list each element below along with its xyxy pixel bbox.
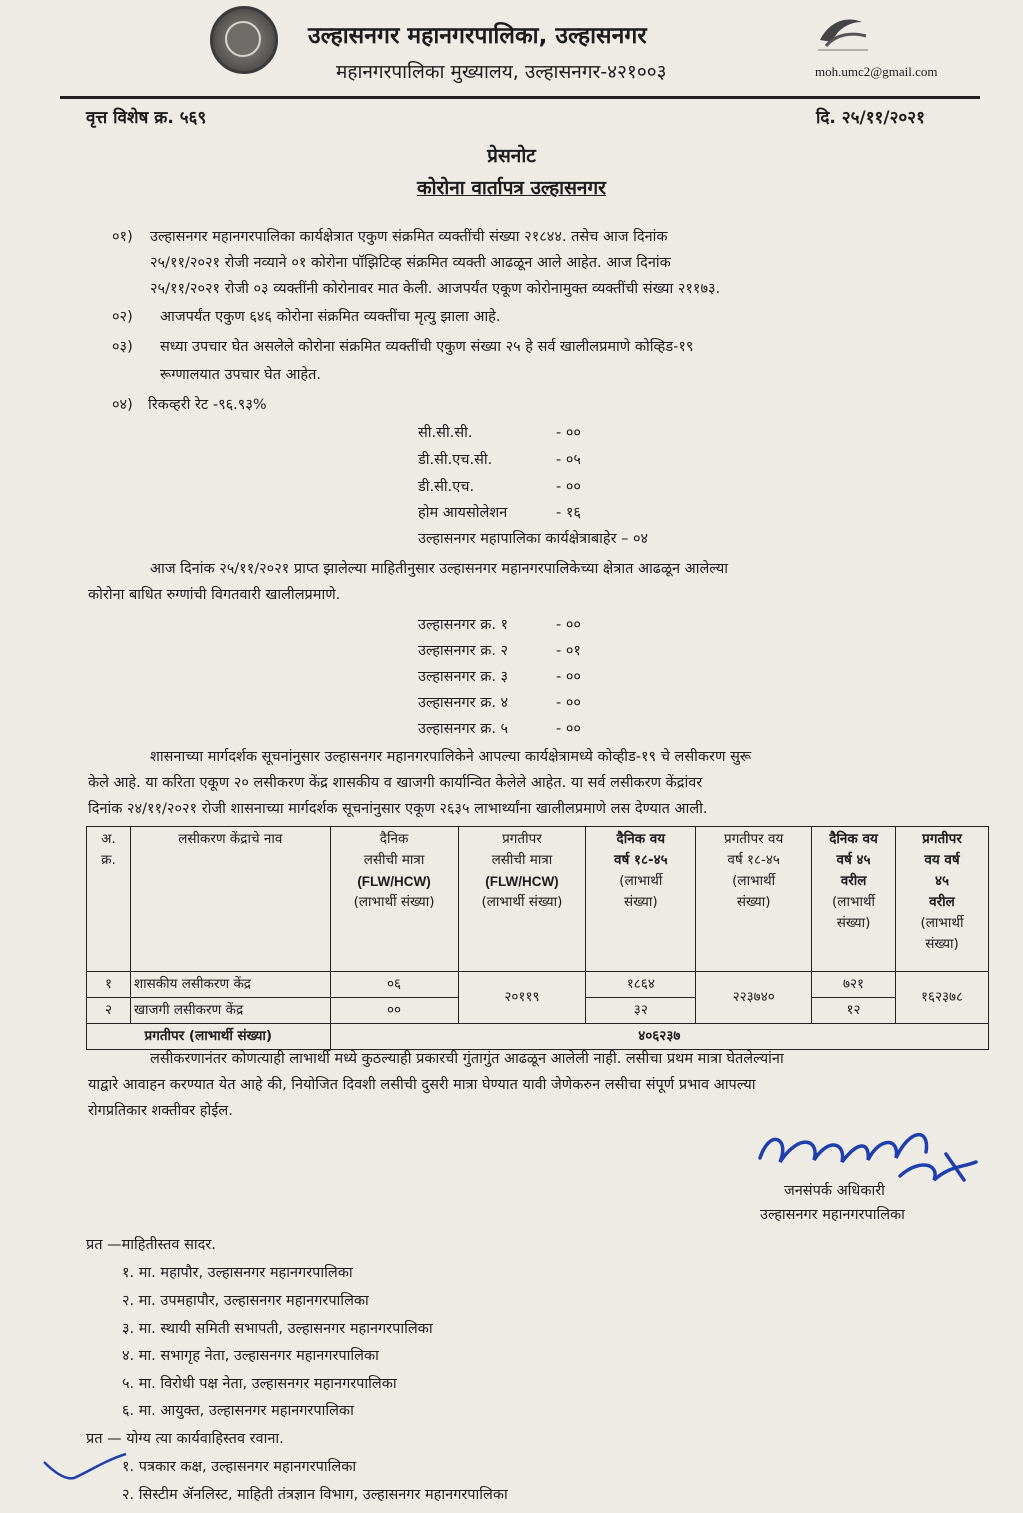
- zone-label: उल्हासनगर क्र. ३: [418, 669, 509, 685]
- table-cell: २: [87, 998, 131, 1024]
- zone-value: - ००: [556, 721, 581, 737]
- treatment-value: - १६: [556, 505, 581, 521]
- vaccination-paragraph-line: दिनांक २४/११/२०२१ रोजी शासनाच्या मार्गदर्शक सूचनांनुसार एकूण २६३५ लाभार्थ्यांना खालीलप्रमाणे लस देण्यात आली.: [88, 801, 708, 817]
- municipal-seal-icon: [210, 6, 278, 74]
- table-header-row: [87, 827, 989, 972]
- table-cell: ००: [330, 998, 458, 1024]
- header-cell: दैनिक वय वर्ष ४५ वरील (लाभार्थी संख्या): [812, 827, 896, 972]
- vaccination-paragraph-line: केले आहे. या करिता एकूण २० लसीकरण केंद्र शासकीय व खाजगी कार्यान्वित केलेले आहेत. या सर्व लसीकरण केंद्रांवर: [88, 775, 703, 791]
- treatment-label: होम आयसोलेशन: [418, 505, 508, 521]
- copy-to-item: २. सिस्टीम ॲनलिस्ट, माहिती तंत्रज्ञान विभाग, उल्हासनगर महानगरपालिका: [122, 1487, 508, 1503]
- signatory-title: जनसंपर्क अधिकारी: [784, 1183, 885, 1199]
- point-number: ०४): [112, 397, 133, 413]
- zone-label: उल्हासनगर क्र. ५: [418, 721, 509, 737]
- point-number: ०३): [112, 339, 133, 355]
- vaccination-table: [86, 826, 989, 1050]
- copy-to-item: १. मा. महापौर, उल्हासनगर महानगरपालिका: [122, 1265, 353, 1281]
- treatment-value: - ०५: [556, 452, 581, 468]
- table-cell: १८६४: [586, 972, 696, 998]
- total-value: ४०६२३७: [330, 1024, 988, 1050]
- org-title: उल्हासनगर महानगरपालिका, उल्हासनगर: [308, 23, 647, 49]
- table-cell: शासकीय लसीकरण केंद्र: [130, 972, 330, 998]
- press-note-heading: प्रेसनोट: [487, 145, 536, 167]
- header-cell: लसीकरण केंद्राचे नाव: [130, 827, 330, 972]
- header-cell: प्रगतीपर वय वर्ष ४५ वरील (लाभार्थी संख्या): [896, 827, 989, 972]
- document-date: दि. २५/११/२०२१: [816, 108, 925, 128]
- copy-to-item: ६. मा. आयुक्त, उल्हासनगर महानगरपालिका: [122, 1403, 354, 1419]
- table-cell: खाजगी लसीकरण केंद्र: [130, 998, 330, 1024]
- health-logo-icon: [812, 12, 872, 52]
- advisory-line: रोगप्रतिकार शक्तीवर होईल.: [88, 1103, 233, 1119]
- zone-value: - ००: [556, 617, 581, 633]
- table-row: [87, 972, 989, 998]
- table-cell: १६२३७८: [896, 972, 989, 1024]
- zone-value: - ००: [556, 669, 581, 685]
- treatment-label: सी.सी.सी.: [418, 425, 473, 441]
- zone-value: - ०१: [556, 643, 581, 659]
- zone-label: उल्हासनगर क्र. ४: [418, 695, 509, 711]
- tick-mark: [40, 1444, 130, 1482]
- point-line: आजपर्यंत एकुण ६४६ कोरोना संक्रमित व्यक्तींचा मृत्यु झाला आहे.: [160, 309, 501, 325]
- vaccination-paragraph-line: शासनाच्या मार्गदर्शक सूचनांनुसार उल्हासनगर महानगरपालिकेने आपल्या कार्यक्षेत्रामध्ये कोव्हीड-१९ चे लसीकरण सुरू: [150, 749, 752, 765]
- table-cell: ०६: [330, 972, 458, 998]
- header-divider: [60, 96, 980, 99]
- copy-to-item: ५. मा. विरोधी पक्ष नेता, उल्हासनगर महानगरपालिका: [122, 1376, 397, 1392]
- email-address: moh.umc2@gmail.com: [815, 64, 938, 79]
- treatment-label: डी.सी.एच.: [418, 479, 475, 495]
- treatment-value: - ००: [556, 479, 581, 495]
- advisory-line: याद्वारे आवाहन करण्यात येत आहे की, नियोजित दिवशी लसीची दुसरी मात्रा घेण्यात यावी जेणेकरुन लसीचा संपूर्ण प्रभाव आपल्या: [88, 1077, 756, 1093]
- table-cell: १: [87, 972, 131, 998]
- outside-area-count: उल्हासनगर महापालिका कार्यक्षेत्राबाहेर – ०४: [418, 531, 649, 547]
- header-cell: अ. क्र.: [87, 827, 131, 972]
- table-cell: १२: [812, 998, 896, 1024]
- header-cell: प्रगतीपर वय वर्ष १८-४५ (लाभार्थी संख्या): [696, 827, 812, 972]
- table-cell: २२३७४०: [696, 972, 812, 1024]
- header-cell: दैनिक लसीची मात्रा (FLW/HCW) (लाभार्थी संख्या): [330, 827, 458, 972]
- table-cell: २०११९: [458, 972, 586, 1024]
- header-cell: दैनिक वय वर्ष १८-४५ (लाभार्थी संख्या): [586, 827, 696, 972]
- copy-to-label: प्रत —माहितीस्तव सादर.: [86, 1237, 216, 1253]
- org-address: महानगरपालिका मुख्यालय, उल्हासनगर-४२१००३: [336, 61, 667, 83]
- copy-to-item: १. पत्रकार कक्ष, उल्हासनगर महानगरपालिका: [122, 1459, 357, 1475]
- header-cell: प्रगतीपर लसीची मात्रा (FLW/HCW) (लाभार्थी संख्या): [458, 827, 586, 972]
- copy-to-item: ४. मा. सभागृह नेता, उल्हासनगर महानगरपालिका: [122, 1348, 379, 1364]
- copy-to-label: प्रत — योग्य त्या कार्यवाहिस्तव रवाना.: [86, 1431, 284, 1447]
- zone-label: उल्हासनगर क्र. १: [418, 617, 509, 633]
- total-label: प्रगतीपर (लाभार्थी संख्या): [87, 1024, 331, 1050]
- point-number: ०१): [112, 229, 133, 245]
- zone-label: उल्हासनगर क्र. २: [418, 643, 509, 659]
- bulletin-heading: कोरोना वार्तापत्र उल्हासनगर: [417, 177, 606, 199]
- copy-to-item: २. मा. उपमहापौर, उल्हासनगर महानगरपालिका: [122, 1293, 369, 1309]
- table-cell: ३२: [586, 998, 696, 1024]
- point-line: रूग्णालयात उपचार घेत आहेत.: [160, 367, 321, 383]
- point-line: उल्हासनगर महानगरपालिका कार्यक्षेत्रात एकुण संक्रमित व्यक्तींची संख्या २१८४४. तसेच आज दिनांक: [150, 229, 668, 245]
- copy-to-item: ३. मा. स्थायी समिती सभापती, उल्हासनगर महानगरपालिका: [122, 1321, 433, 1337]
- point-line: रिकव्हरी रेट -९६.९३%: [148, 397, 267, 413]
- signatory-org: उल्हासनगर महानगरपालिका: [760, 1207, 905, 1223]
- treatment-label: डी.सी.एच.सी.: [418, 452, 493, 468]
- zone-value: - ००: [556, 695, 581, 711]
- point-line: सध्या उपचार घेत असलेले कोरोना संक्रमित व्यक्तींची एकुण संख्या २५ हे सर्व खालीलप्रमाणे कोव्हिड-१९: [160, 339, 694, 355]
- point-line: २५/११/२०२१ रोजी नव्याने ०१ कोरोना पॉझिटिव्ह संक्रमित व्यक्ती आढळून आले आहेत. आज दिनांक: [150, 255, 671, 271]
- treatment-value: - ००: [556, 425, 581, 441]
- point-number: ०२): [112, 309, 133, 325]
- zone-paragraph-line: कोरोना बाधित रुग्णांची विगतवारी खालीलप्रमाणे.: [88, 587, 341, 603]
- table-cell: ७२१: [812, 972, 896, 998]
- advisory-line: लसीकरणानंतर कोणत्याही लाभार्थी मध्ये कुठल्याही प्रकारची गुंतागुंत आढळून आलेली नाही. लसीचा प्रथम मात्रा घेतलेल्यांना: [150, 1051, 784, 1067]
- reference-number: वृत्त विशेष क्र. ५६९: [86, 108, 207, 128]
- point-line: २५/११/२०२१ रोजी ०३ व्यक्तींनी कोरोनावर मात केली. आजपर्यंत एकूण कोरोनामुक्त व्यक्तींची संख्या २११७३.: [150, 281, 721, 297]
- zone-paragraph-line: आज दिनांक २५/११/२०२१ प्राप्त झालेल्या माहितीनुसार उल्हासनगर महानगरपालिकेच्या क्षेत्रात आढळून आलेल्या: [150, 561, 729, 577]
